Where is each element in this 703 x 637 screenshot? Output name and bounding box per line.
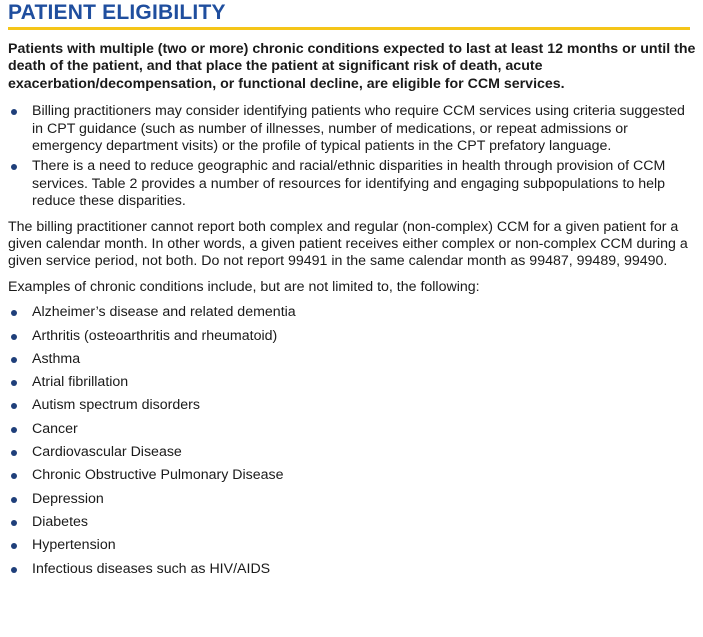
condition-item [8, 561, 696, 578]
bullet-icon [11, 473, 17, 479]
condition-text: Diabetes [32, 513, 88, 530]
bullet-icon [11, 403, 17, 409]
condition-text: Asthma [32, 350, 81, 367]
list-item-text: There is a need to reduce geographic and racial/ethnic disparities in health through provision of CCM services. Table 2 provides a number of resources for identifying and engaging subpopulations to help reduce these disparities. [32, 158, 666, 210]
bullet-icon [11, 450, 17, 456]
condition-item [8, 421, 696, 438]
condition-item [8, 491, 696, 508]
condition-item [8, 397, 696, 414]
guidance-list [8, 103, 696, 210]
bullet-icon [11, 497, 17, 503]
bullet-icon [11, 567, 17, 573]
bullet-icon [11, 310, 17, 316]
condition-item [8, 328, 696, 345]
list-item [8, 158, 696, 210]
list-item [8, 103, 696, 155]
title-underline [8, 27, 690, 30]
bullet-icon [11, 334, 17, 340]
condition-text: Arthritis (osteoarthritis and rheumatoid) [32, 327, 278, 344]
condition-item [8, 514, 696, 531]
condition-text: Autism spectrum disorders [32, 397, 200, 414]
conditions-list [8, 304, 696, 578]
condition-text: Infectious diseases such as HIV/AIDS [32, 560, 271, 577]
condition-text: Depression [32, 490, 104, 507]
billing-paragraph: The billing practitioner cannot report both complex and regular (non-complex) CCM for a given patient for a given calendar month. In other words, a given patient receives either complex or non-complex CCM during a given service period, not both. Do not report 99491 in the same calendar month as 99487, 99489, 99490. [8, 218, 688, 270]
condition-text: Atrial fibrillation [32, 374, 129, 391]
section-title: PATIENT ELIGIBILITY [8, 1, 226, 24]
condition-text: Cardiovascular Disease [32, 444, 182, 461]
condition-item [8, 467, 696, 484]
bullet-icon [11, 164, 17, 170]
condition-item [8, 351, 696, 368]
condition-item [8, 374, 696, 391]
condition-text: Alzheimer’s disease and related dementia [32, 304, 296, 321]
list-item-text: Billing practitioners may consider identifying patients who require CCM services using criteria suggested in CPT guidance (such as number of illnesses, number of medications, or repeat admissions or emergency department visits) or the profile of typical patients in the CPT prefatory language. [32, 103, 685, 155]
condition-text: Chronic Obstructive Pulmonary Disease [32, 467, 284, 484]
condition-text: Hypertension [32, 537, 116, 554]
examples-intro: Examples of chronic conditions include, but are not limited to, the following: [8, 278, 480, 295]
bullet-icon [11, 357, 17, 363]
bullet-icon [11, 380, 17, 386]
condition-item [8, 537, 696, 554]
bullet-icon [11, 109, 17, 115]
bullet-icon [11, 427, 17, 433]
condition-item [8, 444, 696, 461]
condition-item [8, 304, 696, 321]
condition-text: Cancer [32, 420, 78, 437]
document-page [8, 0, 696, 586]
eligibility-intro: Patients with multiple (two or more) chronic conditions expected to last at least 12 months or until the death of the patient, and that place the patient at significant risk of death, acute exacerbation/decompensation, or functional decline, are eligible for CCM services. [8, 41, 696, 92]
bullet-icon [11, 543, 17, 549]
bullet-icon [11, 520, 17, 526]
